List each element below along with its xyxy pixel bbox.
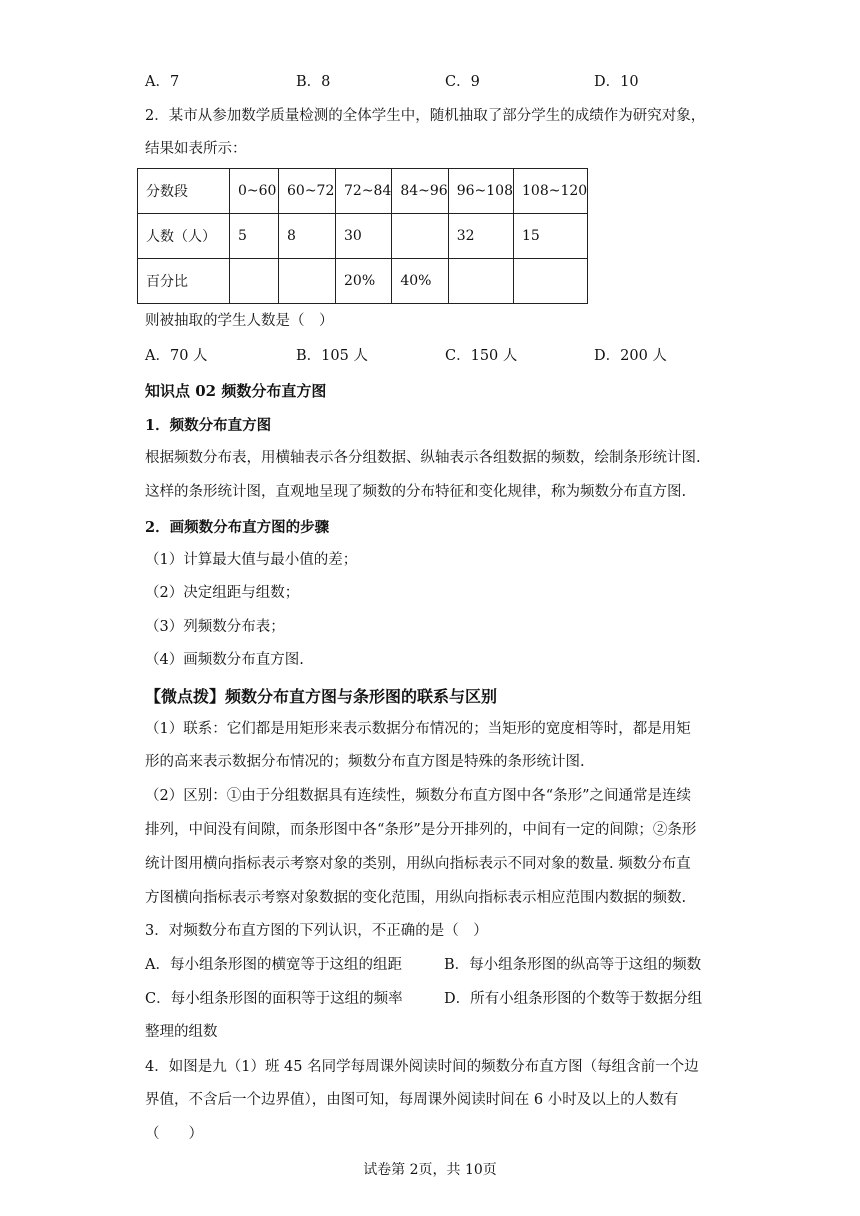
table-row-percent	[138, 259, 588, 304]
table-cell: 5	[230, 214, 279, 259]
q1-option-b: B．8	[296, 74, 331, 90]
table-cell: 分数段	[138, 169, 230, 214]
q2-question: 则被抽取的学生人数是（ ）	[145, 313, 334, 329]
table-cell: 百分比	[138, 259, 230, 304]
table-cell: 32	[448, 214, 513, 259]
q2-option-b: B．105 人	[296, 348, 368, 364]
q3-option-a: A．每小组条形图的横宽等于这组的组距	[145, 957, 402, 973]
q2-option-d: D．200 人	[594, 348, 667, 364]
q4-line: 4．如图是九（1）班 45 名同学每周课外阅读时间的频数分布直方图（每组含前一个边	[145, 1059, 699, 1075]
table-row-people	[138, 214, 588, 259]
section-title: 知识点 02 频数分布直方图	[145, 382, 327, 400]
tip-title: 【微点拨】频数分布直方图与条形图的联系与区别	[145, 687, 498, 706]
step-item: （2）决定组距与组数；	[145, 585, 300, 601]
table-cell: 20%	[336, 259, 392, 304]
table-cell	[448, 259, 513, 304]
score-table	[137, 168, 588, 304]
table-cell: 108~120	[514, 169, 588, 214]
q3-option-d-continued: 整理的组数	[145, 1024, 218, 1040]
step-item: （1）计算最大值与最小值的差；	[145, 552, 358, 568]
table-cell: 40%	[392, 259, 448, 304]
q3-option-d: D．所有小组条形图的个数等于数据分组	[444, 991, 703, 1007]
tip-line: （1）联系：它们都是用矩形来表示数据分布情况的；当矩形的宽度相等时，都是用矩	[145, 721, 691, 737]
page-footer: 试卷第 2页，共 10页	[363, 1162, 497, 1178]
table-cell: 72~84	[336, 169, 392, 214]
table-cell: 15	[514, 214, 588, 259]
tip-line: 方图横向指标表示考察对象数据的变化范围，用纵向指标表示相应范围内数据的频数.	[145, 890, 687, 906]
table-cell	[514, 259, 588, 304]
q2-stem-line1: 2．某市从参加数学质量检测的全体学生中，随机抽取了部分学生的成绩作为研究对象，	[145, 108, 706, 124]
paragraph-line: 根据频数分布表，用横轴表示各分组数据、纵轴表示各组数据的频数，绘制条形统计图.	[145, 450, 701, 466]
paragraph-line: 这样的条形统计图，直观地呈现了频数的分布特征和变化规律，称为频数分布直方图.	[145, 484, 687, 500]
q3-option-c: C．每小组条形图的面积等于这组的频率	[145, 991, 403, 1007]
q1-option-d: D．10	[594, 74, 639, 90]
tip-line: （2）区别：①由于分组数据具有连续性，频数分布直方图中各“条形”之间通常是连续	[145, 788, 692, 804]
q2-stem-line2: 结果如表所示：	[145, 141, 247, 157]
tip-line: 形的高来表示数据分布情况的；频数分布直方图是特殊的条形统计图.	[145, 754, 585, 770]
table-cell: 0~60	[230, 169, 279, 214]
table-cell: 84~96	[392, 169, 448, 214]
tip-line: 统计图用横向指标表示考察对象的类别，用纵向指标表示不同对象的数量. 频数分布直	[145, 856, 691, 872]
table-cell: 30	[336, 214, 392, 259]
table-cell: 人数（人）	[138, 214, 230, 259]
q3-option-b: B．每小组条形图的纵高等于这组的频数	[444, 957, 702, 973]
q4-line: 界值，不含后一个边界值），由图可知，每周课外阅读时间在 6 小时及以上的人数有	[145, 1092, 679, 1108]
q2-option-a: A．70 人	[145, 348, 208, 364]
subsection-title: 2．画频数分布直方图的步骤	[145, 519, 330, 536]
q1-option-c: C．9	[445, 74, 480, 90]
table-cell: 8	[279, 214, 336, 259]
q2-option-c: C．150 人	[445, 348, 518, 364]
subsection-title: 1．频数分布直方图	[145, 417, 272, 434]
table-cell	[392, 214, 448, 259]
table-cell	[279, 259, 336, 304]
table-cell: 60~72	[279, 169, 336, 214]
q3-stem: 3．对频数分布直方图的下列认识，不正确的是（ ）	[145, 923, 488, 939]
step-item: （3）列频数分布表；	[145, 619, 285, 635]
tip-line: 排列，中间没有间隙，而条形图中各“条形”是分开排列的，中间有一定的间隙；②条形	[145, 822, 697, 838]
table-cell: 96~108	[448, 169, 513, 214]
step-item: （4）画频数分布直方图.	[145, 652, 304, 668]
q1-option-a: A．7	[145, 74, 180, 90]
q4-line: （ ）	[145, 1126, 203, 1142]
table-cell	[230, 259, 279, 304]
table-row-header	[138, 169, 588, 214]
